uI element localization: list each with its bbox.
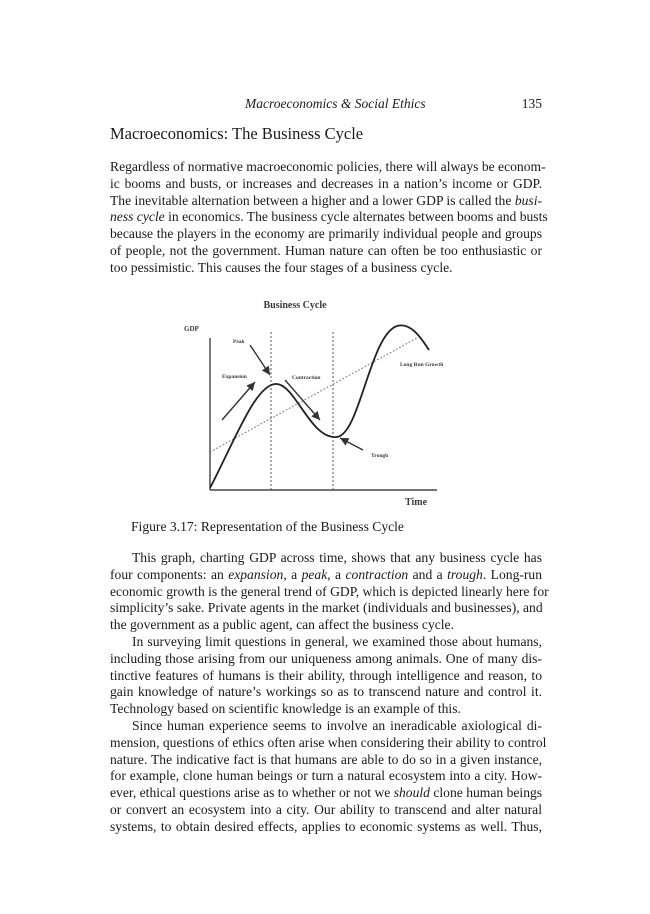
- text-line: the government as a public agent, can affect the business cycle.: [110, 617, 454, 633]
- text-line: The inevitable alternation between a higher and a lower GDP is called the busi-: [110, 192, 542, 208]
- expansion-arrow: [222, 382, 255, 420]
- text-line: Since human experience seems to involve an ineradicable axiological di-: [132, 718, 542, 733]
- trough-label: Trough: [371, 453, 389, 459]
- text-line: four components: an expansion, a peak, a contraction and a trough. Long-run: [110, 566, 543, 582]
- text-line: too pessimistic. This causes the four stages of a business cycle.: [110, 259, 453, 275]
- text-line: This graph, charting GDP across time, shows that any business cycle has: [132, 550, 542, 565]
- text-line: Technology based on scientific knowledge is an example of this.: [110, 701, 461, 717]
- peak-arrow: [250, 345, 270, 375]
- contraction-label: Contraction: [292, 375, 321, 381]
- text-line: economic growth is the general trend of GDP, which is depicted linearly here for: [110, 583, 549, 599]
- body-paragraph: [110, 550, 549, 634]
- figure-caption: Figure 3.17: Representation of the Business Cycle: [131, 519, 404, 534]
- peak-label: Peak: [233, 339, 245, 345]
- text-line: In surveying limit questions in general, we examined those about humans,: [132, 634, 542, 649]
- intro-paragraph: [110, 159, 548, 277]
- figure-title: Business Cycle: [263, 300, 327, 311]
- expansion-label: Expansion: [222, 374, 247, 380]
- text-line: simplicity’s sake. Private agents in the market (individuals and businesses), and: [110, 600, 543, 616]
- business-cycle-curve: [210, 325, 429, 488]
- x-axis-label: Time: [405, 497, 428, 508]
- text-line: ness cycle in economics. The business cycle alternates between booms and busts: [110, 209, 548, 225]
- text-line: Regardless of normative macroeconomic policies, there will always be econom-: [110, 159, 546, 174]
- business-cycle-figure: [175, 290, 465, 515]
- text-line: tinctive features of humans is their ability, through intelligence and reason, to: [110, 667, 542, 683]
- page-number: 135: [521, 96, 542, 111]
- y-axis-label: GDP: [184, 325, 199, 333]
- long-run-growth-line: [210, 338, 417, 452]
- body-paragraph: [110, 718, 547, 836]
- section-title: Macroeconomics: The Business Cycle: [110, 124, 364, 143]
- text-line: gain knowledge of nature’s workings so as to transcend nature and control it.: [110, 684, 542, 700]
- trough-arrow: [340, 438, 363, 450]
- body-paragraph: [110, 634, 542, 718]
- text-line: mension, questions of ethics often arise when considering their ability to control: [110, 734, 547, 750]
- contraction-arrow: [285, 380, 320, 420]
- text-line: including those arising from our uniqueness among animals. One of many dis-: [110, 650, 542, 666]
- running-title: Macroeconomics & Social Ethics: [245, 96, 426, 111]
- text-line: for example, clone human beings or turn a natural ecosystem into a city. How-: [110, 768, 542, 784]
- text-line: or convert an ecosystem into a city. Our ability to transcend and alter natural: [110, 801, 542, 817]
- text-line: nature. The indicative fact is that humans are able to do so in a given instance,: [110, 751, 542, 767]
- text-line: of people, not the government. Human nature can often be too enthusiastic or: [110, 242, 542, 258]
- running-header: [110, 96, 542, 116]
- text-line: ic booms and busts, or increases and decreases in a nation’s income or GDP.: [110, 175, 542, 191]
- long-run-growth-label: Long Run Growth: [400, 362, 444, 368]
- text-line: systems, to obtain desired effects, applies to economic systems as well. Thus,: [110, 818, 542, 834]
- text-line: because the players in the economy are primarily individual people and groups: [110, 226, 542, 242]
- text-line: ever, ethical questions arise as to whether or not we should clone human beings: [110, 785, 543, 801]
